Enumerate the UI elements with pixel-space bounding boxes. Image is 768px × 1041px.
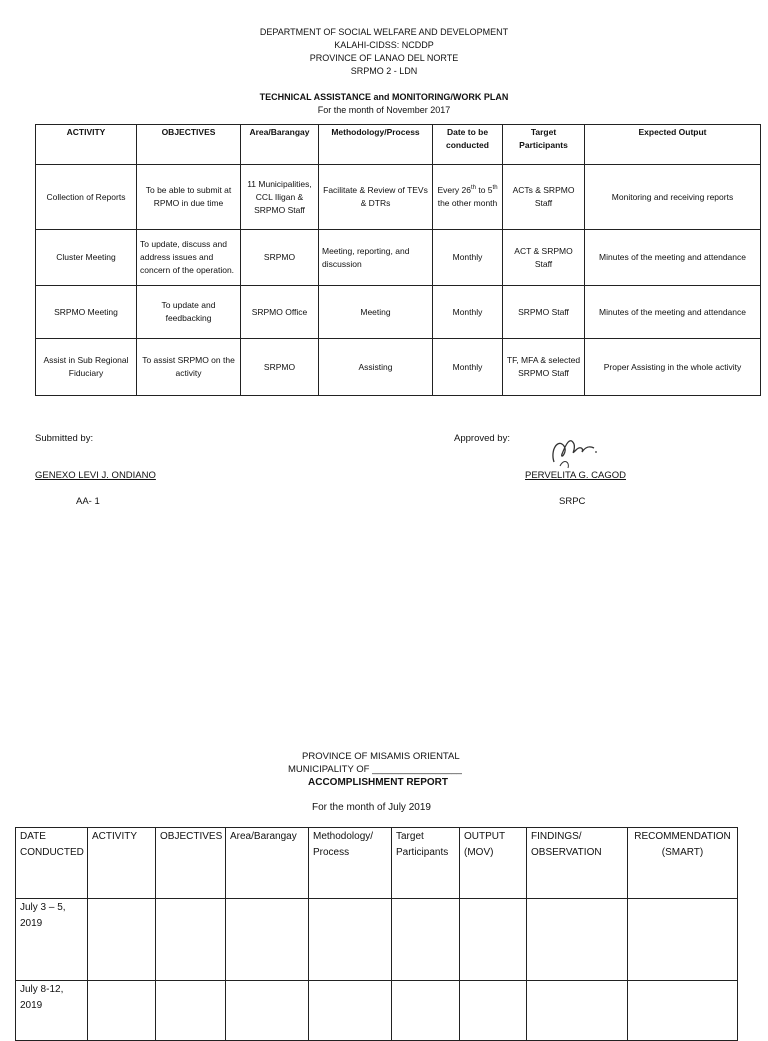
submitted-by-label: Submitted by: xyxy=(35,433,94,444)
table-header-row xyxy=(36,125,761,165)
cell-empty xyxy=(88,899,156,981)
cell-output: Monitoring and receiving reports xyxy=(585,165,761,230)
accomplishment-title: ACCOMPLISHMENT REPORT xyxy=(308,777,448,788)
header-line: PROVINCE OF LANAO DEL NORTE xyxy=(309,53,459,63)
cell-empty xyxy=(628,981,738,1041)
cell-date: Every 26th to 5th the other month xyxy=(433,165,503,230)
accomplishment-table xyxy=(15,827,738,1041)
cell-method: Meeting xyxy=(319,286,433,339)
column-header: Methodology/ Process xyxy=(309,828,392,899)
province-line: PROVINCE OF MISAMIS ORIENTAL xyxy=(302,751,460,762)
cell-participants: TF, MFA & selected SRPMO Staff xyxy=(503,339,585,396)
cell-empty xyxy=(460,899,527,981)
column-header: OBJECTIVES xyxy=(156,828,226,899)
document-header xyxy=(0,26,768,78)
cell-empty xyxy=(309,899,392,981)
column-header: DATE CONDUCTED xyxy=(16,828,88,899)
cell-area: SRPMO xyxy=(241,339,319,396)
cell-empty xyxy=(226,899,309,981)
cell-activity: Assist in Sub Regional Fiduciary xyxy=(36,339,137,396)
cell-empty xyxy=(527,981,628,1041)
table-row xyxy=(36,165,761,230)
cell-method: Meeting, reporting, and discussion xyxy=(319,230,433,286)
cell-empty xyxy=(309,981,392,1041)
submitted-by-name: GENEXO LEVI J. ONDIANO xyxy=(35,470,156,481)
cell-objectives: To update and feedbacking xyxy=(137,286,241,339)
cell-participants: ACTs & SRPMO Staff xyxy=(503,165,585,230)
cell-date: Monthly xyxy=(433,286,503,339)
column-header: Target Participants xyxy=(503,125,585,165)
column-header: OBJECTIVES xyxy=(137,125,241,165)
cell-empty xyxy=(156,981,226,1041)
signature-mark xyxy=(548,432,600,472)
submitted-by-position: AA- 1 xyxy=(76,496,100,507)
cell-empty xyxy=(460,981,527,1041)
cell-method: Facilitate & Review of TEVs & DTRs xyxy=(319,165,433,230)
table-row xyxy=(36,339,761,396)
cell-objectives: To update, discuss and address issues and concern of the operation. xyxy=(137,230,241,286)
work-plan-table xyxy=(35,124,761,396)
accomplishment-subtitle: For the month of July 2019 xyxy=(312,802,431,813)
column-header: OUTPUT (MOV) xyxy=(460,828,527,899)
table-row xyxy=(36,230,761,286)
cell-date: Monthly xyxy=(433,230,503,286)
column-header: Area/Barangay xyxy=(226,828,309,899)
header-line: KALAHI-CIDSS: NCDDP xyxy=(334,40,434,50)
cell-participants: ACT & SRPMO Staff xyxy=(503,230,585,286)
cell-empty xyxy=(392,899,460,981)
table-row xyxy=(36,286,761,339)
column-header: Target Participants xyxy=(392,828,460,899)
cell-objectives: To assist SRPMO on the activity xyxy=(137,339,241,396)
table-header-row xyxy=(16,828,738,899)
column-header: Expected Output xyxy=(585,125,761,165)
header-line: SRPMO 2 - LDN xyxy=(350,66,418,76)
column-header: Methodology/Process xyxy=(319,125,433,165)
cell-output: Proper Assisting in the whole activity xyxy=(585,339,761,396)
cell-date: July 3 – 5, 2019 xyxy=(16,899,88,981)
column-header: ACTIVITY xyxy=(88,828,156,899)
municipality-line: MUNICIPALITY OF _________________ xyxy=(288,764,462,775)
plan-title-block xyxy=(0,91,768,117)
cell-empty xyxy=(392,981,460,1041)
cell-empty xyxy=(88,981,156,1041)
column-header: FINDINGS/ OBSERVATION xyxy=(527,828,628,899)
plan-subtitle: For the month of November 2017 xyxy=(317,105,451,115)
plan-title: TECHNICAL ASSISTANCE and MONITORING/WORK PLAN xyxy=(259,92,509,102)
cell-date: July 8-12, 2019 xyxy=(16,981,88,1041)
table-row xyxy=(16,981,738,1041)
approved-by-name: PERVELITA G. CAGOD xyxy=(525,470,627,481)
cell-objectives: To be able to submit at RPMO in due time xyxy=(137,165,241,230)
cell-participants: SRPMO Staff xyxy=(503,286,585,339)
column-header: ACTIVITY xyxy=(36,125,137,165)
cell-area: 11 Municipalities, CCL Iligan & SRPMO Staff xyxy=(241,165,319,230)
cell-empty xyxy=(527,899,628,981)
column-header: Date to be conducted xyxy=(433,125,503,165)
cell-output: Minutes of the meeting and attendance xyxy=(585,230,761,286)
approved-by-label: Approved by: xyxy=(454,433,510,444)
cell-empty xyxy=(628,899,738,981)
cell-area: SRPMO xyxy=(241,230,319,286)
cell-method: Assisting xyxy=(319,339,433,396)
column-header: Area/Barangay xyxy=(241,125,319,165)
header-line: DEPARTMENT OF SOCIAL WELFARE AND DEVELOPMENT xyxy=(259,27,509,37)
table-row xyxy=(16,899,738,981)
cell-empty xyxy=(156,899,226,981)
cell-activity: Collection of Reports xyxy=(36,165,137,230)
column-header: RECOMMENDATION (SMART) xyxy=(628,828,738,899)
cell-activity: SRPMO Meeting xyxy=(36,286,137,339)
cell-activity: Cluster Meeting xyxy=(36,230,137,286)
cell-date: Monthly xyxy=(433,339,503,396)
cell-empty xyxy=(226,981,309,1041)
cell-area: SRPMO Office xyxy=(241,286,319,339)
approved-by-position: SRPC xyxy=(559,496,586,507)
cell-output: Minutes of the meeting and attendance xyxy=(585,286,761,339)
